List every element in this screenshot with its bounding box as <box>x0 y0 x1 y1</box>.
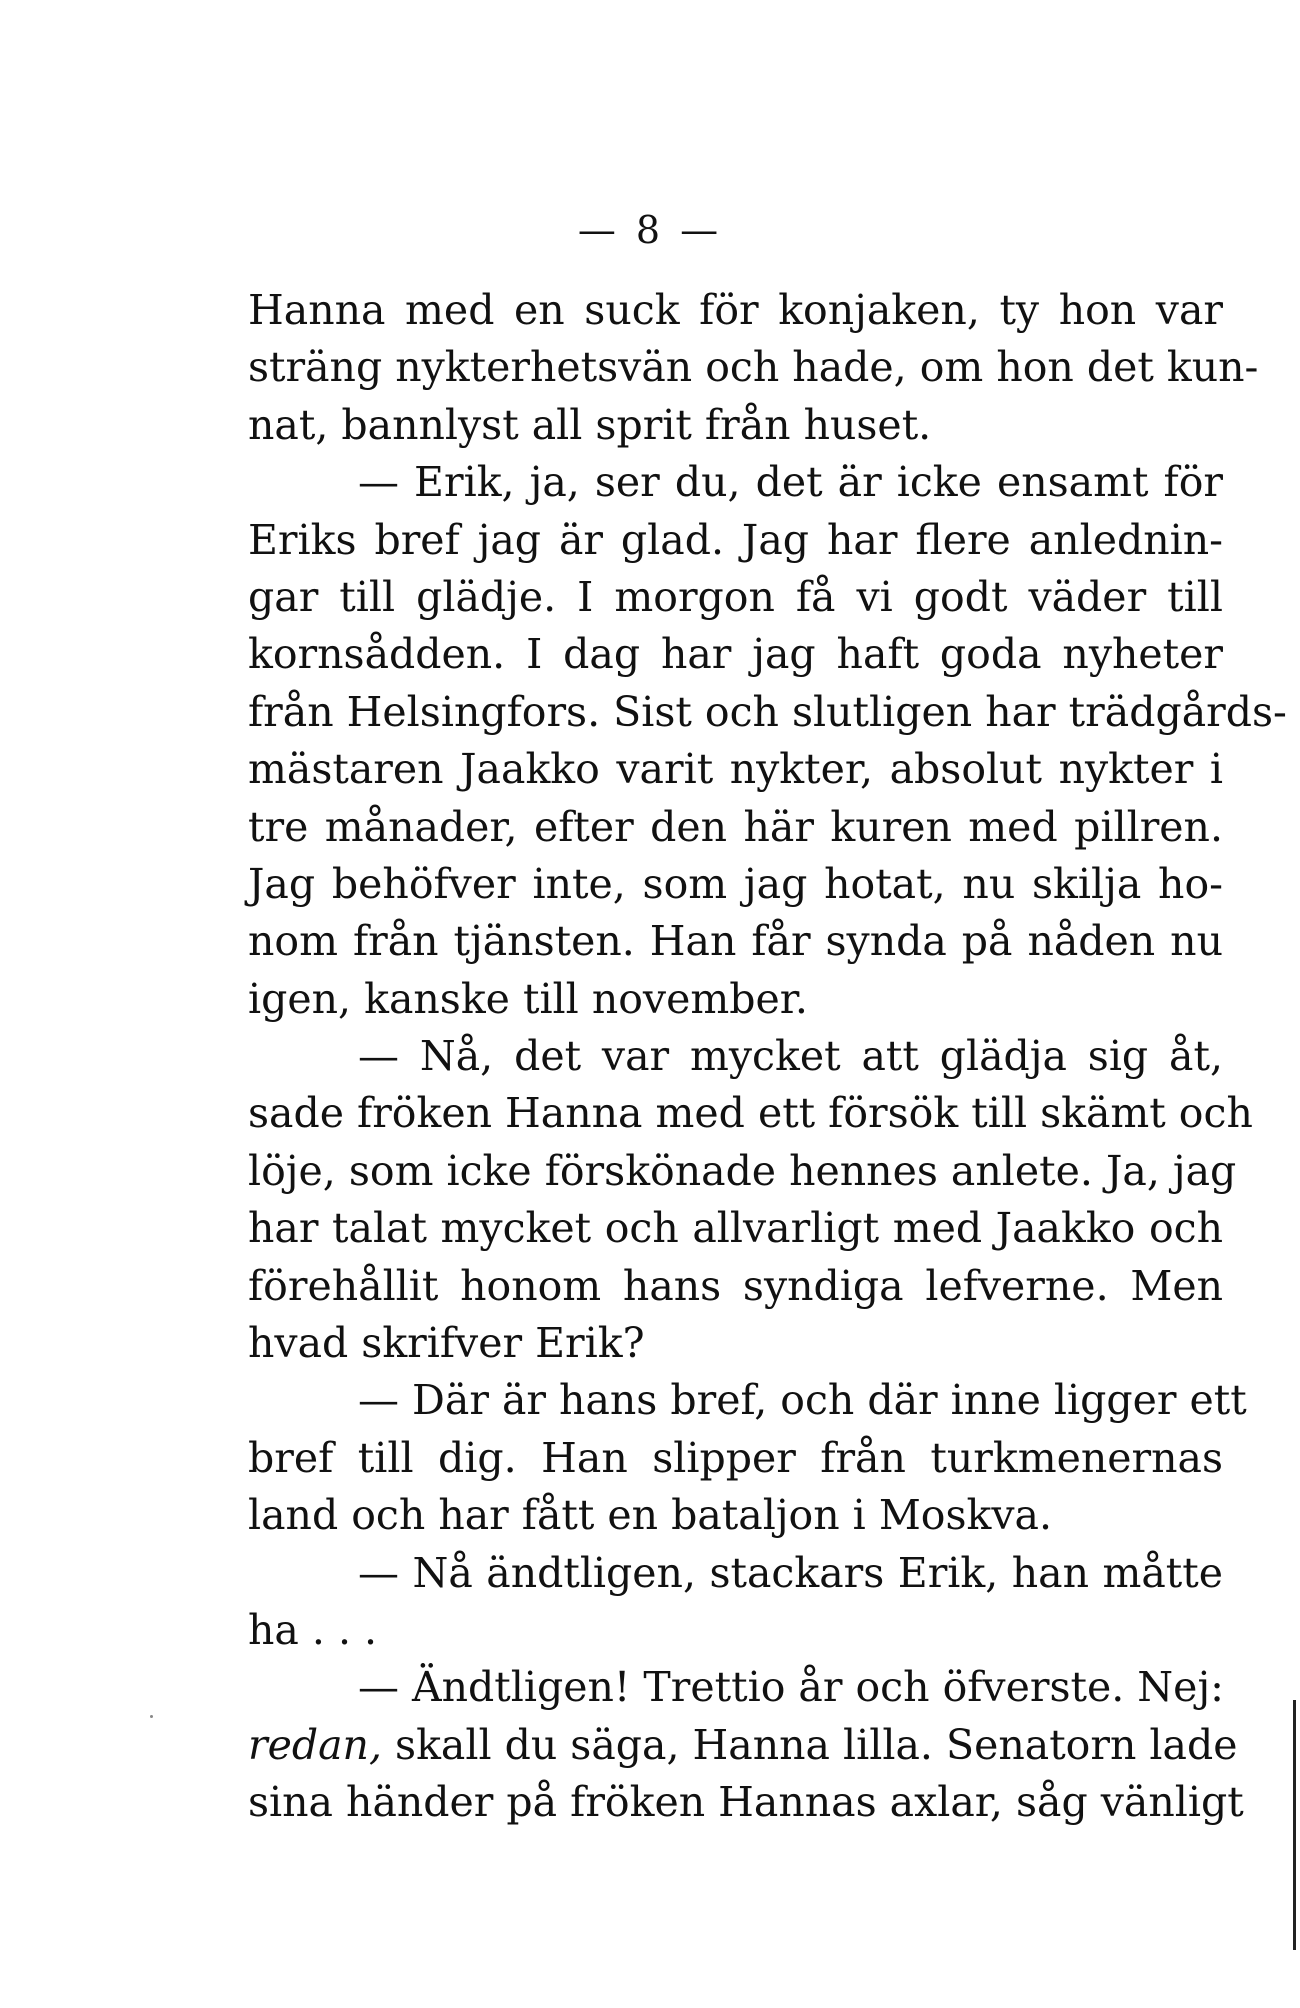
line-text: igen, kanske till november. <box>248 974 808 1023</box>
text-line <box>248 397 1223 454</box>
line-text: har talat mycket och allvarligt med Jaakko och <box>248 1204 1223 1253</box>
text-line <box>248 913 1223 970</box>
text-line <box>248 1028 1223 1085</box>
line-text: nom från tjänsten. Han får synda på nåden nu <box>248 917 1223 966</box>
line-text: ha . . . <box>248 1605 378 1654</box>
line-text: Jag behöfver inte, som jag hotat, nu skilja ho- <box>248 859 1223 908</box>
line-text: Eriks bref jag är glad. Jag har flere anlednin- <box>248 515 1223 564</box>
line-text: mästaren Jaakko varit nykter, absolut nykter i <box>248 745 1223 794</box>
line-text: — Erik, ja, ser du, det är icke ensamt för <box>358 458 1223 507</box>
page-edge-mark <box>1293 1700 1296 1950</box>
stray-mark <box>150 1715 153 1718</box>
line-text: — Nå ändtligen, stackars Erik, han måtte <box>358 1548 1223 1597</box>
text-line <box>248 1774 1244 1831</box>
text-line <box>248 799 1223 856</box>
text-line <box>248 454 1223 511</box>
italic-word: redan, <box>248 1720 382 1769</box>
text-line <box>248 971 1223 1028</box>
line-text: förehållit honom hans syndiga lefverne. Men <box>248 1261 1223 1310</box>
line-text: från Helsingfors. Sist och slutligen har trädgårds- <box>248 687 1287 736</box>
text-line <box>248 282 1223 339</box>
line-text: nat, bannlyst all sprit från huset. <box>248 400 932 449</box>
line-text: tre månader, efter den här kuren med pillren. <box>248 802 1223 851</box>
text-line <box>248 1143 1237 1200</box>
text-line <box>248 512 1223 569</box>
line-text: land och har fått en bataljon i Moskva. <box>248 1491 1053 1540</box>
text-line <box>248 1717 1238 1774</box>
body-text <box>248 282 1287 1832</box>
text-line <box>248 1200 1223 1257</box>
line-text: Hanna med en suck för konjaken, ty hon var <box>248 286 1223 334</box>
text-line <box>248 339 1259 396</box>
line-text: hvad skrifver Erik? <box>248 1319 645 1368</box>
line-text: sträng nykterhetsvän och hade, om hon det kun- <box>248 343 1259 392</box>
text-line <box>248 1430 1223 1487</box>
text-line <box>248 684 1287 741</box>
text-line <box>248 1659 1223 1716</box>
text-line <box>248 1545 1223 1602</box>
text-line <box>248 1602 1223 1659</box>
line-text: — Ändtligen! Trettio år och öfverste. Nej: <box>358 1663 1224 1712</box>
text-line <box>248 569 1223 626</box>
text-line <box>248 1372 1247 1429</box>
line-text: skall du säga, Hanna lilla. Senatorn lade <box>382 1720 1238 1769</box>
text-line <box>248 741 1223 798</box>
text-line <box>248 1487 1223 1544</box>
line-text: löje, som icke förskönade hennes anlete. Ja, jag <box>248 1146 1237 1195</box>
text-line <box>248 1085 1253 1142</box>
line-text: — Nå, det var mycket att glädja sig åt, <box>358 1032 1223 1081</box>
line-text: sina händer på fröken Hannas axlar, såg vänligt <box>248 1778 1244 1827</box>
line-text: bref till dig. Han slipper från turkmenernas <box>248 1433 1223 1482</box>
text-line <box>248 1315 1223 1372</box>
text-line <box>248 1258 1223 1315</box>
text-line <box>248 856 1223 913</box>
line-text: kornsådden. I dag har jag haft goda nyheter <box>248 630 1223 679</box>
text-line <box>248 626 1223 683</box>
line-text: — Där är hans bref, och där inne ligger ett <box>358 1376 1247 1425</box>
line-text: sade fröken Hanna med ett försök till skämt och <box>248 1089 1253 1138</box>
page-number: — 8 — <box>577 208 723 252</box>
line-text: gar till glädje. I morgon få vi godt väder till <box>248 572 1223 621</box>
